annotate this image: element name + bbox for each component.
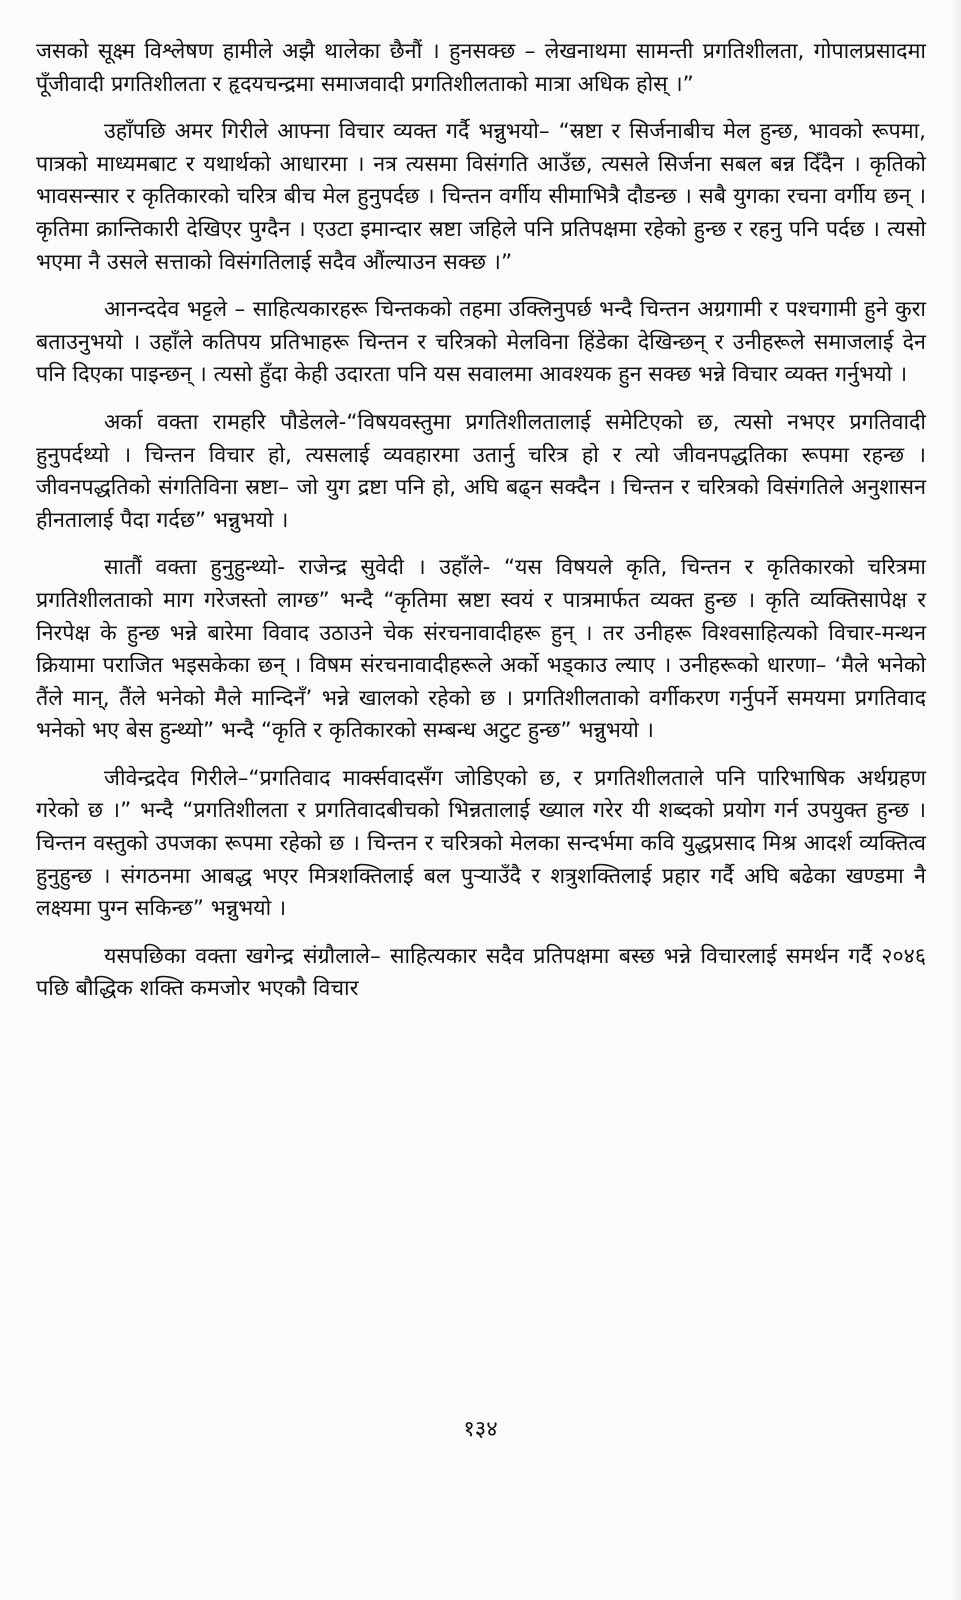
paragraph-2: उहाँपछि अमर गिरीले आफ्ना विचार व्यक्त गर्दै भन्नुभयो– “स्रष्टा र सिर्जनाबीच मेल हुन्छ, भावको रूपमा, पात्रको माध्यमबाट र यथार्थको आधारमा । नत्र त्यसमा विसंगति आउँछ, त्यसले सिर्जना सबल बन्न दिँदैन । कृतिको भावसन्सार र कृतिकारको चरित्र बीच मेल हुनुपर्दछ । चिन्तन वर्गीय सीमाभित्रै दौडन्छ । सबै युगका रचना वर्गीय छन् । कृतिमा क्रान्तिकारी देखिएर पुग्दैन । एउटा इमान्दार स्रष्टा जहिले पनि प्रतिपक्षमा रहेको हुन्छ र रहनु पनि पर्दछ । त्यसो भएमा नै उसले सत्ताको विसंगतिलाई सदैव औंल्याउन सक्छ ।” bbox=[36, 119, 926, 275]
page-number: १३४ bbox=[463, 1417, 498, 1442]
body-text bbox=[36, 36, 926, 1006]
paragraph-4: अर्का वक्ता रामहरि पौडेलले-“विषयवस्तुमा प्रगतिशीलतालाई समेटिएको छ, त्यसो नभएर प्रगतिवादी हुनुपर्दथ्यो । चिन्तन विचार हो, त्यसलाई व्यवहारमा उतार्नु चरित्र हो र त्यो जीवनपद्धतिका रूपमा रहन्छ । जीवनपद्धतिको संगतिविना स्रष्टा– जो युग द्रष्टा पनि हो, अघि बढ्न सक्दैन । चिन्तन र चरित्रको विसंगतिले अनुशासन हीनतालाई पैदा गर्दछ” भन्नुभयो । bbox=[36, 409, 926, 533]
paragraph-3: आनन्ददेव भट्टले – साहित्यकारहरू चिन्तकको तहमा उक्लिनुपर्छ भन्दै चिन्तन अग्रगामी र पश्चगामी हुने कुरा बताउनुभयो । उहाँले कतिपय प्रतिभाहरू चिन्तन र चरित्रको मेलविना हिंडेका देखिन्छन् र उनीहरूले समाजलाई देन पनि दिएका पाइन्छन् । त्यसो हुँदा केही उदारता पनि यस सवालमा आवश्यक हुन सक्छ भन्ने विचार व्यक्त गर्नुभयो । bbox=[36, 297, 926, 388]
paragraph-5: सातौं वक्ता हुनुहुन्थ्यो- राजेन्द्र सुवेदी । उहाँले- “यस विषयले कृति, चिन्तन र कृतिकारको चरित्रमा प्रगतिशीलताको माग गरेजस्तो लाग्छ” भन्दै “कृतिमा स्रष्टा स्वयं र पात्रमार्फत व्यक्त हुन्छ । कृति व्यक्तिसापेक्ष र निरपेक्ष के हुन्छ भन्ने बारेमा विवाद उठाउने चेक संरचनावादीहरू हुन् । तर उनीहरू विश्वसाहित्यको विचार-मन्थन क्रियामा पराजित भइसकेका छन् । विषम संरचनावादीहरूले अर्को भड्काउ ल्याए । उनीहरूको धारणा– ‘मैले भनेको तैंले मान्, तैंले भनेको मैले मान्दिनँ’ भन्ने खालको रहेको छ । प्रगतिशीलताको वर्गीकरण गर्नुपर्ने समयमा प्रगतिवाद भनेको भए बेस हुन्थ्यो” भन्दै “कृति र कृतिकारको सम्बन्ध अटुट हुन्छ” भन्नुभयो । bbox=[36, 555, 926, 744]
page-edge-shadow bbox=[951, 0, 961, 1600]
paragraph-7: यसपछिका वक्ता खगेन्द्र संग्रौलाले– साहित्यकार सदैव प्रतिपक्षमा बस्छ भन्ने विचारलाई समर्थन गर्दै २०४६ पछि बौद्धिक शक्ति कमजोर भएकौ विचार bbox=[36, 943, 926, 1002]
paragraph-6: जीवेन्द्रदेव गिरीले–“प्रगतिवाद मार्क्सवादसँग जोडिएको छ, र प्रगतिशीलताले पनि पारिभाषिक अर्थग्रहण गरेको छ ।” भन्दै “प्रगतिशीलता र प्रगतिवादबीचको भिन्नतालाई ख्याल गरेर यी शब्दको प्रयोग गर्न उपयुक्त हुन्छ । चिन्तन वस्तुको उपजका रूपमा रहेको छ । चिन्तन र चरित्रको मेलका सन्दर्भमा कवि युद्धप्रसाद मिश्र आदर्श व्यक्तित्व हुनुहुन्छ । संगठनमा आबद्ध भएर मित्रशक्तिलाई बल पुऱ्याउँदै र शत्रुशक्तिलाई प्रहार गर्दै अघि बढेका खण्डमा नै लक्ष्यमा पुग्न सकिन्छ” भन्नुभयो । bbox=[36, 765, 926, 922]
paragraph-1: जसको सूक्ष्म विश्लेषण हामीले अझै थालेका छैनौं । हुनसक्छ – लेखनाथमा सामन्ती प्रगतिशीलता, गोपालप्रसादमा पूँजीवादी प्रगतिशीलता र हृदयचन्द्रमा समाजवादी प्रगतिशीलताको मात्रा अधिक होस् ।” bbox=[36, 39, 926, 97]
